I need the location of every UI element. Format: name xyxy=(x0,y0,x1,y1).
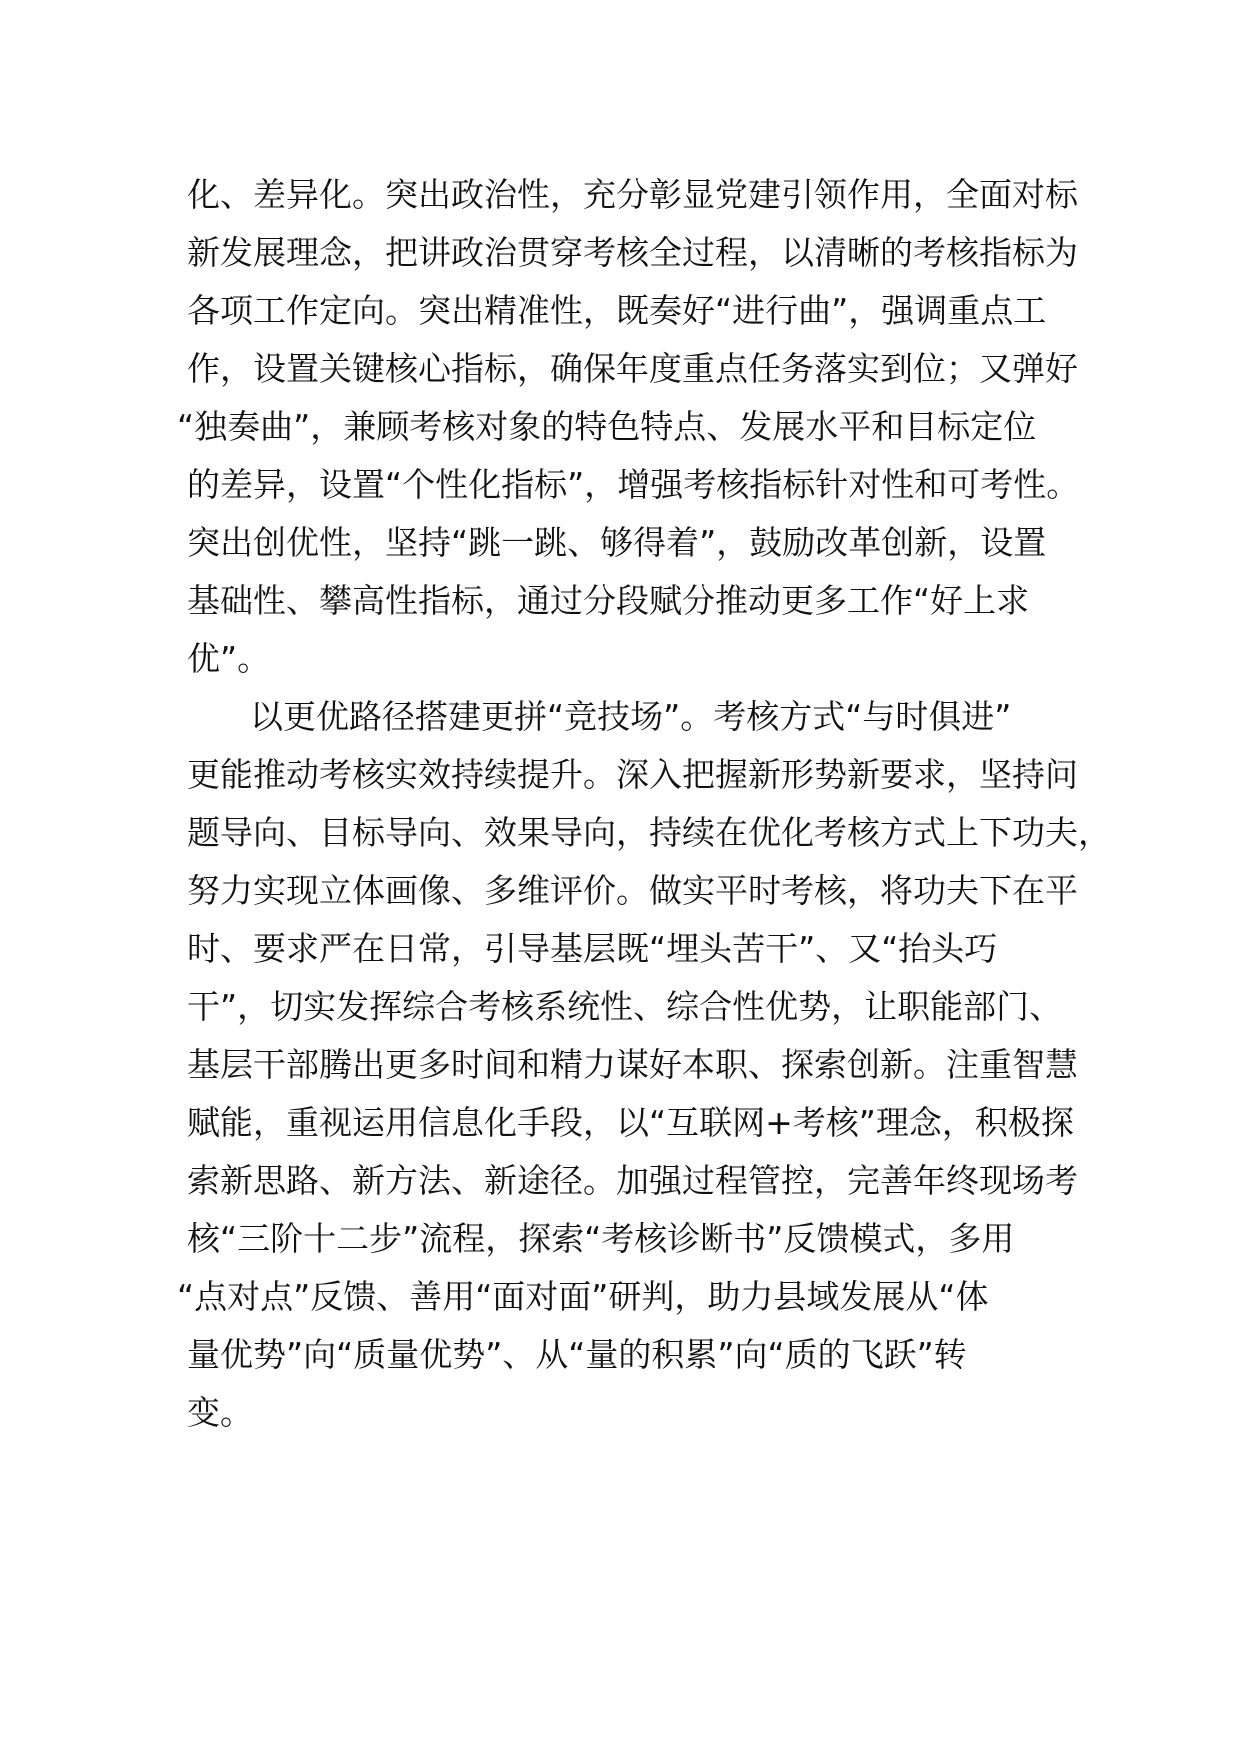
paragraph-2-line-4: 努力实现立体画像、多维评价。做实平时考核，将功夫下在平 xyxy=(187,871,1078,910)
paragraph-1-line-8: 基础性、攀高性指标，通过分段赋分推动更多工作“好上求 xyxy=(187,581,1030,620)
paragraph-1-line-1: 化、差异化。突出政治性，充分彰显党建引领作用，全面对标 xyxy=(187,175,1078,214)
paragraph-2-line-8: 赋能，重视运用信息化手段，以“互联网+考核”理念，积极探 xyxy=(187,1103,1074,1142)
paragraph-1-line-6: 的差异，设置“个性化指标”，增强考核指标针对性和可考性。 xyxy=(187,465,1080,504)
paragraph-2-line-3: 题导向、目标导向、效果导向，持续在优化考核方式上下功夫， xyxy=(187,813,1111,852)
paragraph-2-line-2: 更能推动考核实效持续提升。深入把握新形势新要求，坚持问 xyxy=(187,755,1078,794)
paragraph-2-line-10: 核“三阶十二步”流程，探索“考核诊断书”反馈模式，多用 xyxy=(187,1219,1015,1258)
paragraph-2-line-12: 量优势”向“质量优势”、从“量的积累”向“质的飞跃”转 xyxy=(187,1335,967,1374)
paragraph-2-line-1: 以更优路径搭建更拼“竞技场”。考核方式“与时俱进” xyxy=(250,697,1012,736)
paragraph-1-line-3: 各项工作定向。突出精准性，既奏好“进行曲”，强调重点工 xyxy=(187,291,1047,330)
paragraph-1-line-7: 突出创优性，坚持“跳一跳、够得着”，鼓励改革创新，设置 xyxy=(187,523,1047,562)
paragraph-1-line-5: “独奏曲”，兼顾考核对象的特色特点、发展水平和目标定位 xyxy=(177,407,1037,446)
paragraph-2-line-13: 变。 xyxy=(187,1393,253,1432)
paragraph-1-line-9: 优”。 xyxy=(187,639,271,678)
paragraph-1-line-2: 新发展理念，把讲政治贯穿考核全过程，以清晰的考核指标为 xyxy=(187,233,1078,272)
paragraph-1-line-4: 作，设置关键核心指标，确保年度重点任务落实到位；又弹好 xyxy=(187,349,1078,388)
paragraph-2-line-6: 干”，切实发挥综合考核系统性、综合性优势，让职能部门、 xyxy=(187,987,1063,1026)
paragraph-2-line-11: “点对点”反馈、善用“面对面”研判，助力县域发展从“体 xyxy=(177,1277,989,1316)
paragraph-2-line-7: 基层干部腾出更多时间和精力谋好本职、探索创新。注重智慧 xyxy=(187,1045,1078,1084)
paragraph-2-line-9: 索新思路、新方法、新途径。加强过程管控，完善年终现场考 xyxy=(187,1161,1078,1200)
paragraph-2-line-5: 时、要求严在日常，引导基层既“埋头苦干”、又“抬头巧 xyxy=(187,929,998,968)
